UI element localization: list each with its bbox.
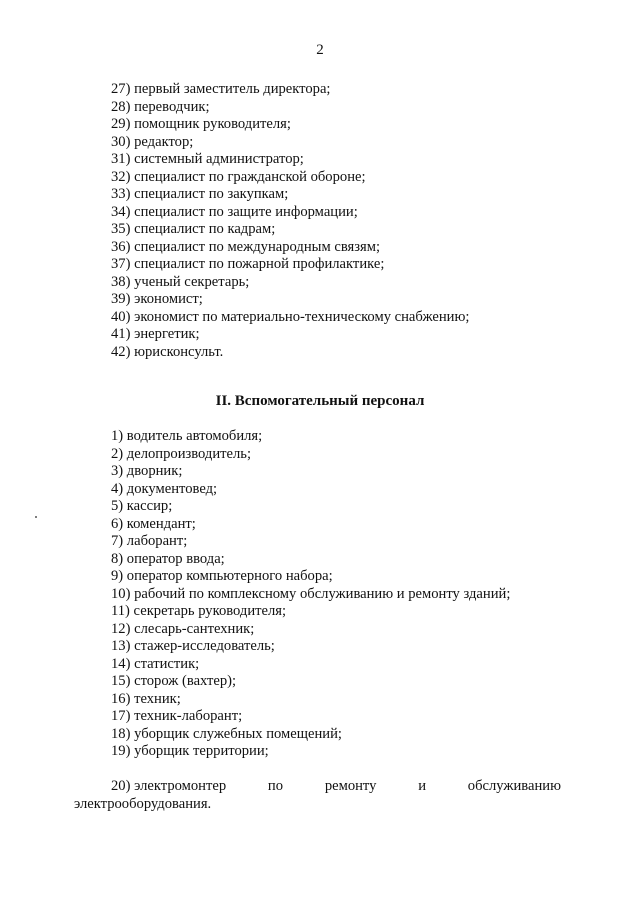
list-item: 41) энергетик; bbox=[111, 326, 200, 342]
list-item: 17) техник-лаборант; bbox=[111, 708, 243, 724]
list-item: 3) дворник; bbox=[111, 463, 183, 479]
list-item: 6) комендант; bbox=[111, 515, 196, 532]
list-item-20 bbox=[111, 778, 561, 796]
list-item: 8) оператор ввода; bbox=[111, 550, 225, 567]
list-item: 40) экономист по материально-техническому снабжению; bbox=[111, 308, 470, 325]
list-item: 5) кассир; bbox=[111, 498, 173, 514]
list-item: 1) водитель автомобиля; bbox=[111, 428, 263, 444]
staff-list-continued bbox=[111, 81, 469, 361]
list-item: 33) специалист по закупкам; bbox=[111, 186, 289, 202]
list-item: 27) первый заместитель директора; bbox=[111, 81, 331, 97]
list-item: 32) специалист по гражданской обороне; bbox=[111, 168, 366, 185]
list-item: 10) рабочий по комплексному обслуживанию и ремонту зданий; bbox=[111, 585, 511, 602]
list-item-20-word: обслуживанию bbox=[467, 778, 561, 794]
list-item: 16) техник; bbox=[111, 690, 181, 707]
list-item: 28) переводчик; bbox=[111, 98, 210, 115]
list-item: 29) помощник руководителя; bbox=[111, 116, 291, 132]
list-item: 34) специалист по защите информации; bbox=[111, 203, 358, 220]
list-item: 9) оператор компьютерного набора; bbox=[111, 568, 333, 584]
list-item: 13) стажер-исследователь; bbox=[111, 638, 275, 654]
list-item-20-continuation: электрооборудования. bbox=[74, 796, 212, 812]
list-item: 18) уборщик служебных помещений; bbox=[111, 725, 342, 742]
list-item: 7) лаборант; bbox=[111, 533, 188, 549]
list-item: 15) сторож (вахтер); bbox=[111, 673, 237, 689]
list-item: 4) документовед; bbox=[111, 480, 218, 497]
list-item: 11) секретарь руководителя; bbox=[111, 603, 287, 619]
list-item-20-word: и bbox=[418, 778, 427, 794]
list-item: 39) экономист; bbox=[111, 291, 203, 307]
list-item: 38) ученый секретарь; bbox=[111, 273, 250, 290]
list-item: 36) специалист по международным связям; bbox=[111, 238, 381, 255]
scan-speck bbox=[35, 516, 37, 518]
list-item: 30) редактор; bbox=[111, 133, 194, 150]
list-item: 37) специалист по пожарной профилактике; bbox=[111, 256, 385, 272]
list-item: 19) уборщик территории; bbox=[111, 743, 269, 759]
list-item: 12) слесарь-сантехник; bbox=[111, 620, 255, 637]
list-item-20-word: по bbox=[267, 778, 284, 794]
list-item-20-word: ремонту bbox=[324, 778, 377, 794]
list-item: 42) юрисконсульт. bbox=[111, 343, 224, 360]
page-number: 2 bbox=[316, 42, 324, 58]
list-item: 31) системный администратор; bbox=[111, 151, 304, 167]
list-item: 35) специалист по кадрам; bbox=[111, 221, 276, 237]
support-staff-list bbox=[111, 428, 510, 761]
list-item: 2) делопроизводитель; bbox=[111, 445, 252, 462]
section-heading: II. Вспомогательный персонал bbox=[215, 393, 425, 409]
list-item-20-word: 20) электромонтер bbox=[111, 778, 227, 794]
list-item: 14) статистик; bbox=[111, 655, 200, 672]
